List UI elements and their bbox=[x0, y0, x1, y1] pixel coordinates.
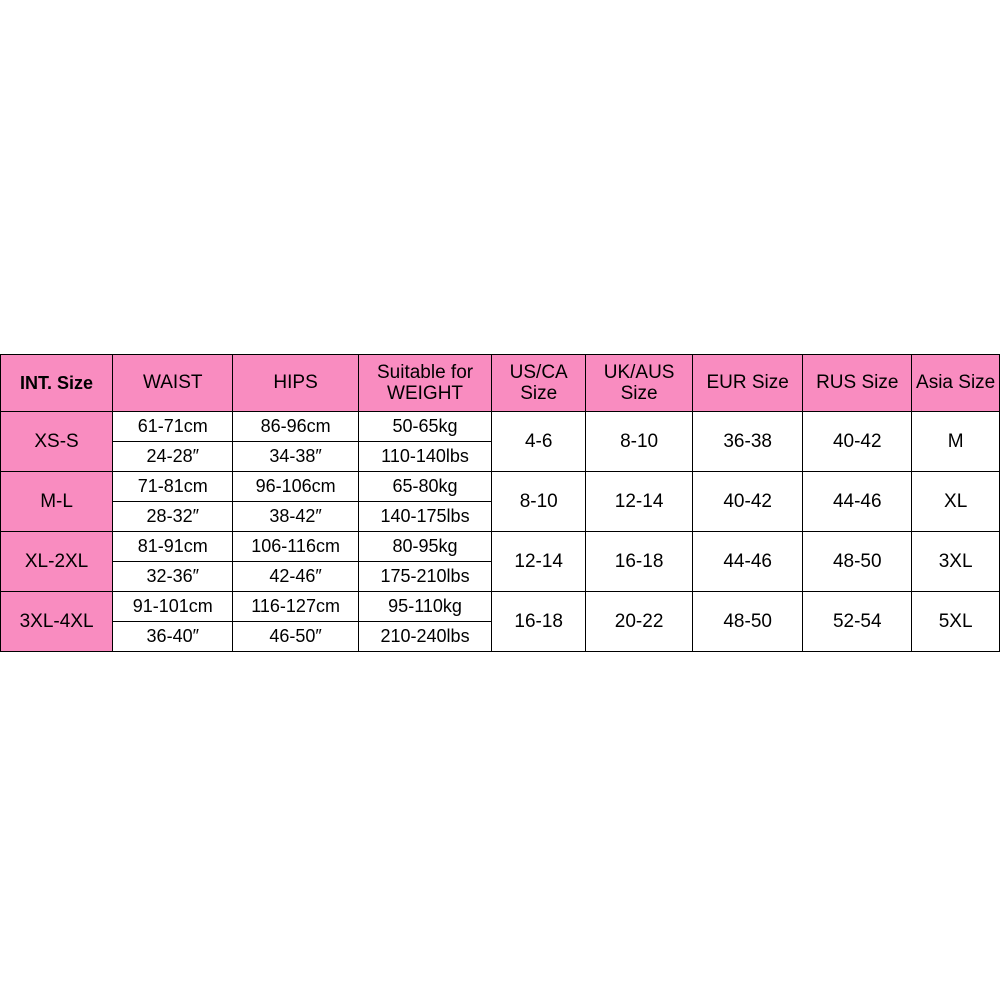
table-row bbox=[1, 532, 1000, 562]
cell-us-ca: 12-14 bbox=[492, 532, 586, 592]
cell-uk-aus: 20-22 bbox=[586, 592, 693, 652]
column-header-waist: WAIST bbox=[113, 355, 233, 412]
table-row bbox=[1, 472, 1000, 502]
cell-rus: 40-42 bbox=[803, 412, 912, 472]
cell-waist-in: 32-36″ bbox=[113, 562, 233, 592]
cell-weight-lbs: 140-175lbs bbox=[358, 502, 492, 532]
cell-int-size: M-L bbox=[1, 472, 113, 532]
cell-hips-in: 42-46″ bbox=[233, 562, 358, 592]
cell-weight-lbs: 210-240lbs bbox=[358, 622, 492, 652]
cell-weight-kg: 80-95kg bbox=[358, 532, 492, 562]
cell-hips-cm: 116-127cm bbox=[233, 592, 358, 622]
table-row bbox=[1, 592, 1000, 622]
cell-waist-in: 24-28″ bbox=[113, 442, 233, 472]
cell-us-ca: 16-18 bbox=[492, 592, 586, 652]
header-row bbox=[1, 355, 1000, 412]
cell-eur: 44-46 bbox=[693, 532, 803, 592]
table-header bbox=[1, 355, 1000, 412]
cell-rus: 52-54 bbox=[803, 592, 912, 652]
cell-asia: M bbox=[912, 412, 1000, 472]
cell-waist-in: 36-40″ bbox=[113, 622, 233, 652]
cell-weight-kg: 50-65kg bbox=[358, 412, 492, 442]
cell-int-size: 3XL-4XL bbox=[1, 592, 113, 652]
cell-hips-cm: 106-116cm bbox=[233, 532, 358, 562]
table-row bbox=[1, 412, 1000, 442]
cell-uk-aus: 12-14 bbox=[586, 472, 693, 532]
cell-waist-cm: 61-71cm bbox=[113, 412, 233, 442]
cell-int-size: XL-2XL bbox=[1, 532, 113, 592]
cell-waist-cm: 81-91cm bbox=[113, 532, 233, 562]
table-body bbox=[1, 412, 1000, 652]
cell-asia: 3XL bbox=[912, 532, 1000, 592]
cell-eur: 48-50 bbox=[693, 592, 803, 652]
cell-weight-kg: 95-110kg bbox=[358, 592, 492, 622]
column-header-weight: Suitable for WEIGHT bbox=[358, 355, 492, 412]
cell-uk-aus: 16-18 bbox=[586, 532, 693, 592]
size-chart-container bbox=[0, 354, 1000, 652]
cell-asia: XL bbox=[912, 472, 1000, 532]
cell-int-size: XS-S bbox=[1, 412, 113, 472]
cell-weight-lbs: 110-140lbs bbox=[358, 442, 492, 472]
cell-hips-in: 46-50″ bbox=[233, 622, 358, 652]
cell-asia: 5XL bbox=[912, 592, 1000, 652]
cell-uk-aus: 8-10 bbox=[586, 412, 693, 472]
cell-hips-in: 38-42″ bbox=[233, 502, 358, 532]
column-header-eur-size: EUR Size bbox=[693, 355, 803, 412]
cell-rus: 44-46 bbox=[803, 472, 912, 532]
cell-waist-cm: 71-81cm bbox=[113, 472, 233, 502]
cell-us-ca: 8-10 bbox=[492, 472, 586, 532]
column-header-uk-aus-size: UK/AUS Size bbox=[586, 355, 693, 412]
column-header-us-ca-size: US/CA Size bbox=[492, 355, 586, 412]
cell-waist-cm: 91-101cm bbox=[113, 592, 233, 622]
cell-weight-lbs: 175-210lbs bbox=[358, 562, 492, 592]
cell-rus: 48-50 bbox=[803, 532, 912, 592]
cell-hips-in: 34-38″ bbox=[233, 442, 358, 472]
cell-weight-kg: 65-80kg bbox=[358, 472, 492, 502]
cell-waist-in: 28-32″ bbox=[113, 502, 233, 532]
column-header-rus-size: RUS Size bbox=[803, 355, 912, 412]
cell-us-ca: 4-6 bbox=[492, 412, 586, 472]
cell-hips-cm: 96-106cm bbox=[233, 472, 358, 502]
column-header-hips: HIPS bbox=[233, 355, 358, 412]
cell-eur: 36-38 bbox=[693, 412, 803, 472]
cell-eur: 40-42 bbox=[693, 472, 803, 532]
cell-hips-cm: 86-96cm bbox=[233, 412, 358, 442]
column-header-asia-size: Asia Size bbox=[912, 355, 1000, 412]
column-header-int-size: INT. Size bbox=[1, 355, 113, 412]
size-chart-table bbox=[0, 354, 1000, 652]
